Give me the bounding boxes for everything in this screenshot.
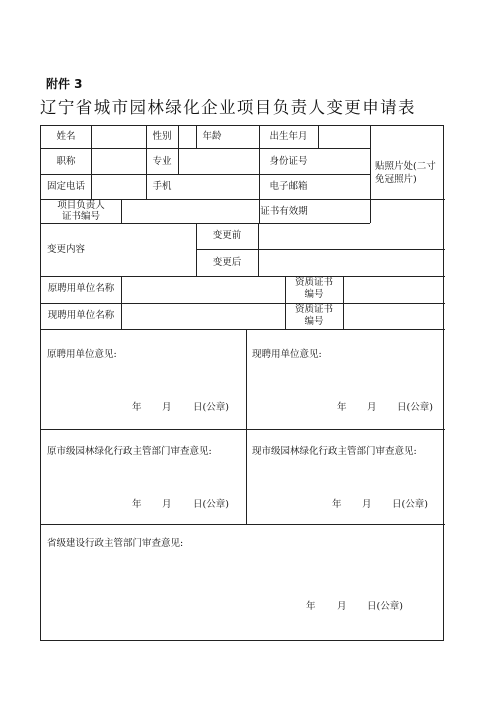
curr-employer-field[interactable] — [122, 304, 284, 328]
application-form — [40, 125, 444, 641]
photo-label-line2: 免冠照片) — [375, 174, 417, 185]
curr-qual-cert-field[interactable] — [344, 304, 444, 328]
orig-employer-month: 月 — [162, 402, 172, 413]
orig-qual-cert-field[interactable] — [344, 277, 444, 302]
orig-employer-day-seal: 日(公章) — [193, 402, 229, 413]
after-field[interactable] — [259, 250, 444, 275]
qual-cert-label-line2: 编号 — [304, 289, 324, 300]
province-month: 月 — [337, 601, 347, 612]
gender-label: 性别 — [152, 131, 172, 142]
mobile-field[interactable] — [179, 175, 258, 198]
name-label: 姓名 — [56, 131, 76, 142]
major-field[interactable] — [179, 149, 258, 173]
photo-area[interactable] — [371, 127, 444, 222]
change-content-label: 变更内容 — [46, 244, 85, 255]
curr-employer-year: 年 — [337, 402, 347, 413]
cert-no-label-line1: 项目负责人 — [57, 200, 105, 211]
name-field[interactable] — [92, 127, 145, 147]
curr-employer-day-seal: 日(公章) — [397, 402, 433, 413]
before-label: 变更前 — [212, 230, 242, 241]
curr-employer-month: 月 — [367, 402, 377, 413]
cert-no-field[interactable] — [122, 200, 258, 222]
qual-cert-label-line1: 资质证书 — [294, 277, 333, 288]
cert-no-label-line2: 证书编号 — [61, 211, 100, 222]
orig-employer-opinion-label: 原聘用单位意见: — [47, 349, 117, 360]
change-content-field[interactable] — [92, 224, 195, 275]
phone-label: 固定电话 — [46, 181, 85, 192]
gender-field[interactable] — [179, 127, 195, 147]
cert-validity-label: 证书有效期 — [260, 206, 308, 217]
curr-city-day-seal: 日(公章) — [392, 499, 428, 510]
curr-city-year: 年 — [332, 499, 342, 510]
id-label: 身份证号 — [269, 156, 308, 167]
curr-city-month: 月 — [362, 499, 372, 510]
orig-employer-year: 年 — [132, 402, 142, 413]
mobile-label: 手机 — [152, 181, 172, 192]
email-label: 电子邮箱 — [269, 181, 308, 192]
annex-number: 附件 3 — [46, 77, 83, 91]
orig-city-opinion-label: 原市级园林绿化行政主管部门审查意见: — [47, 446, 212, 457]
orig-city-day-seal: 日(公章) — [193, 499, 229, 510]
orig-employer-field[interactable] — [122, 277, 284, 302]
title-label: 职称 — [56, 156, 76, 167]
province-year: 年 — [306, 601, 316, 612]
phone-field[interactable] — [92, 175, 145, 198]
qual-cert2-label-line1: 资质证书 — [294, 304, 333, 315]
photo-label-line1: 贴照片处(二寸 — [375, 161, 436, 172]
birth-label: 出生年月 — [269, 131, 308, 142]
province-day-seal: 日(公章) — [367, 601, 403, 612]
orig-city-month: 月 — [162, 499, 172, 510]
birth-field[interactable] — [319, 127, 369, 147]
before-field[interactable] — [259, 224, 444, 248]
age-field[interactable] — [229, 127, 258, 147]
title-field[interactable] — [92, 149, 145, 173]
province-opinion-area[interactable] — [42, 525, 444, 640]
age-label: 年龄 — [202, 131, 222, 142]
qual-cert2-label-line2: 编号 — [304, 316, 324, 327]
major-label: 专业 — [152, 156, 172, 167]
curr-employer-label: 现聘用单位名称 — [47, 310, 115, 321]
email-field[interactable] — [319, 175, 369, 198]
orig-employer-label: 原聘用单位名称 — [47, 283, 115, 294]
after-label: 变更后 — [212, 257, 242, 268]
curr-employer-opinion-label: 现聘用单位意见: — [252, 349, 322, 360]
curr-city-opinion-label: 现市级园林绿化行政主管部门审查意见: — [252, 446, 417, 457]
id-field[interactable] — [319, 149, 369, 173]
orig-city-year: 年 — [132, 499, 142, 510]
province-opinion-label: 省级建设行政主管部门审查意见: — [47, 538, 184, 549]
form-title: 辽宁省城市园林绿化企业项目负责人变更申请表 — [40, 98, 416, 117]
